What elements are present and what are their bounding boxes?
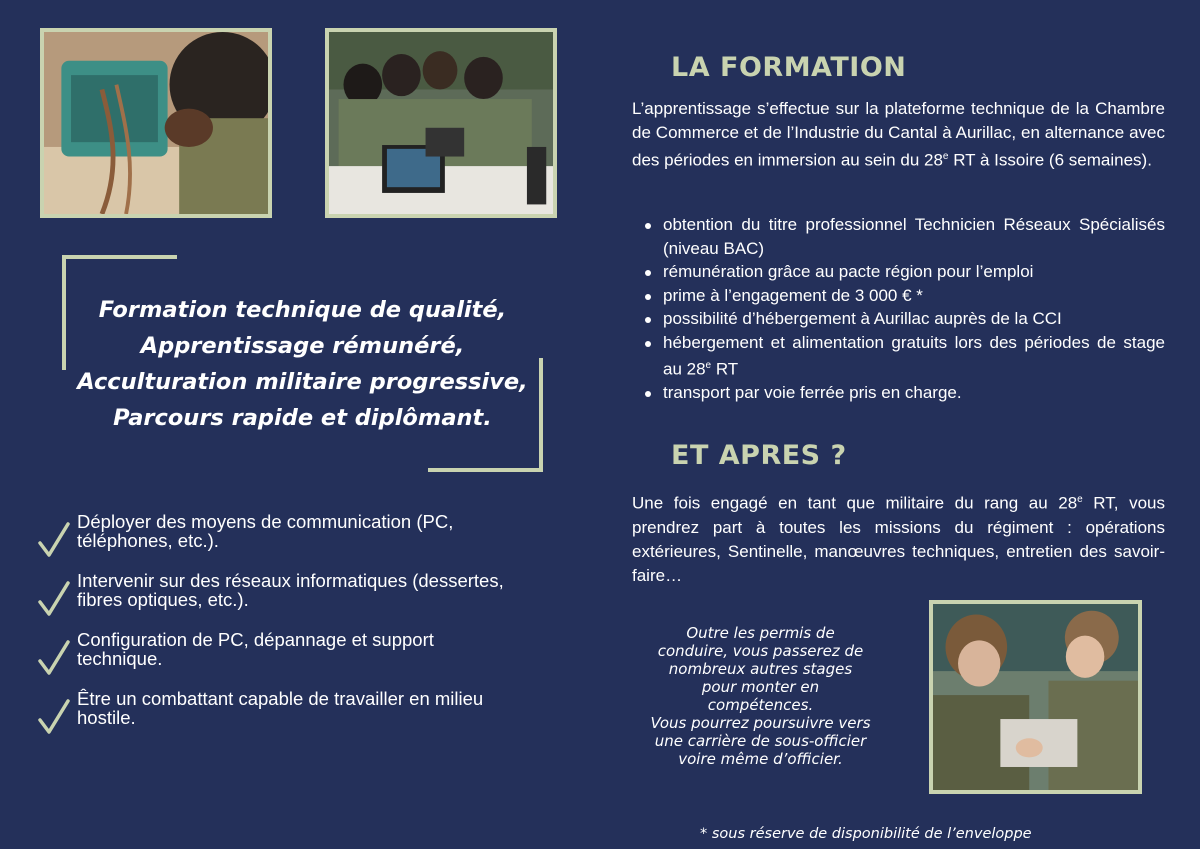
check-icon	[38, 522, 70, 558]
quote-frame-bottom	[428, 468, 543, 472]
quote-line: Parcours rapide et diplômant.	[113, 405, 492, 431]
photo-technician-wiring	[40, 28, 272, 218]
bullet-item: prime à l’engagement de 3 000 € *	[632, 284, 1165, 308]
checklist-text: Intervenir sur des réseaux informatiques (dessertes, fibres optiques, etc.).	[77, 570, 504, 610]
checklist-item	[38, 630, 578, 668]
bullet-item: possibilité d’hébergement à Aurillac auprès de la CCI	[632, 307, 1165, 331]
footnote: * sous réserve de disponibilité de l’enveloppe	[700, 826, 1032, 842]
bullet-item: hébergement et alimentation gratuits lors des périodes de stage au 28e RT	[632, 331, 1165, 382]
bullet-item: obtention du titre professionnel Technicien Réseaux Spécialisés (niveau BAC)	[632, 213, 1165, 260]
check-icon	[38, 699, 70, 735]
skills-checklist	[38, 512, 578, 748]
formation-bullets	[632, 213, 1165, 405]
formation-intro: L’apprentissage s’effectue sur la plateforme technique de la Chambre de Commerce et de l’Industrie du Cantal à Aurillac, en alternance avec des périodes en immersion au sein du 28e RT à Issoire (6 semaines).	[632, 99, 1165, 170]
checklist-item	[38, 689, 578, 727]
quote-block	[70, 292, 535, 436]
quote-line: Formation technique de qualité,	[98, 297, 507, 323]
checklist-item	[38, 512, 578, 550]
check-icon	[38, 581, 70, 617]
quote-line: Apprentissage rémunéré,	[140, 333, 465, 359]
formation-heading: LA FORMATION	[671, 52, 907, 83]
checklist-text: Déployer des moyens de communication (PC, téléphones, etc.).	[77, 511, 454, 551]
photo-soldiers-workshop	[929, 600, 1142, 794]
quote-frame-left	[62, 255, 66, 370]
stages-note: Outre les permis de conduire, vous passerez de nombreux autres stages pour monter en compétences. Vous pourrez poursuivre vers une carrière de sous-officier voire même d’officier.	[650, 624, 871, 768]
check-icon	[38, 640, 70, 676]
apres-text: Une fois engagé en tant que militaire du rang au 28e RT, vous prendrez part à toutes les missions du régiment : opérations extérieures, Sentinelle, manœuvres techniques, entretien des savoir-faire…	[632, 493, 1165, 585]
photo-soldiers-laptop	[325, 28, 557, 218]
quote-line: Acculturation militaire progressive,	[77, 369, 528, 395]
quote-frame-right	[539, 358, 543, 472]
bullet-item: rémunération grâce au pacte région pour l’emploi	[632, 260, 1165, 284]
checklist-item	[38, 571, 578, 609]
checklist-text: Configuration de PC, dépannage et support technique.	[77, 629, 434, 669]
bullet-item: transport par voie ferrée pris en charge.	[632, 381, 1165, 405]
quote-frame-top	[62, 255, 177, 259]
checklist-text: Être un combattant capable de travailler en milieu hostile.	[77, 688, 484, 728]
apres-heading: ET APRES ?	[671, 440, 847, 471]
